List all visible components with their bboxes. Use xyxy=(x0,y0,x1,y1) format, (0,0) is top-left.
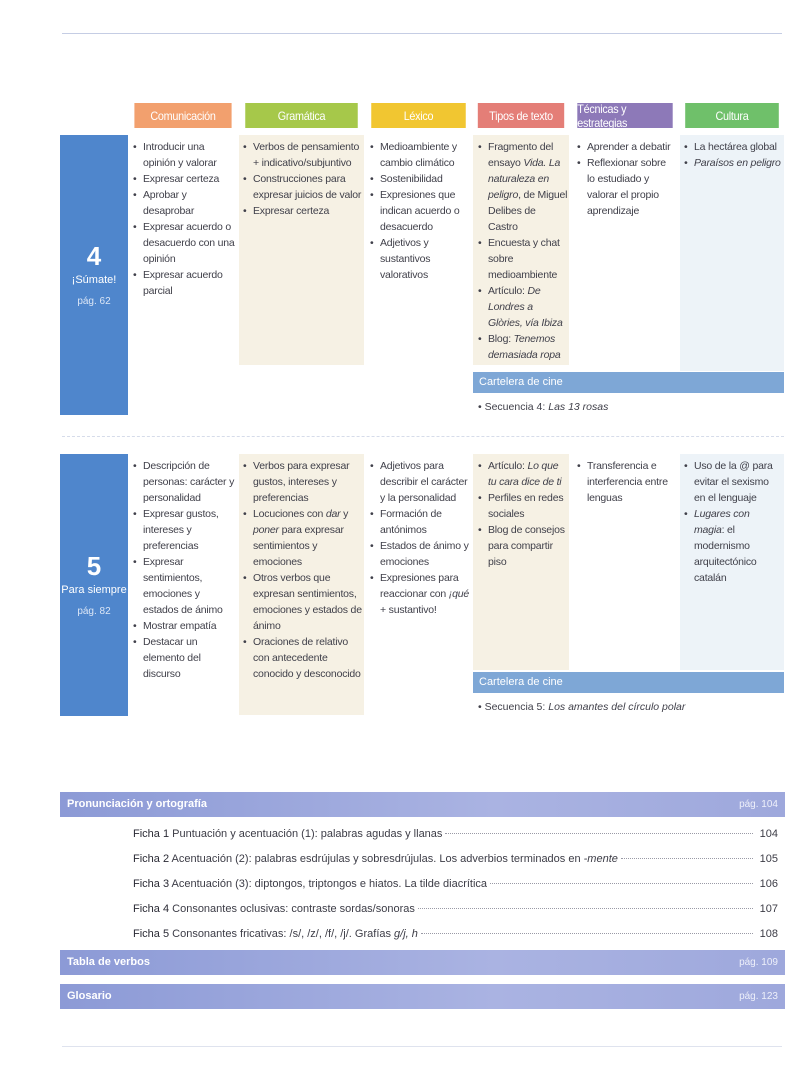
unit-5-gramatica xyxy=(243,458,362,682)
header-gramatica: Gramática xyxy=(245,103,358,128)
list-item: • Formación de antónimos xyxy=(370,506,470,538)
list-item: • Transferencia e interferencia entre lenguas xyxy=(577,458,676,506)
list-item: • Expresiones que indican acuerdo o desacuerdo xyxy=(370,187,470,235)
unit-title: Para siempre xyxy=(61,584,127,596)
list-item: • Medioambiente y cambio climático xyxy=(370,139,470,171)
list-item: • Expresar certeza xyxy=(133,171,235,187)
list-item: • Expresar certeza xyxy=(243,203,362,219)
header-lexico: Léxico xyxy=(371,103,466,128)
unit-5-tipos-de-texto xyxy=(478,458,568,570)
header-cultura: Cultura xyxy=(685,103,779,128)
list-item: • Aprender a debatir xyxy=(577,139,676,155)
unit-5-tecnicas xyxy=(577,458,676,506)
list-item: • Encuesta y chat sobre medioambiente xyxy=(478,235,568,283)
list-item: • Fragmento del ensayo Vida. La naturaleza en peligro, de Miguel Delibes de Castro xyxy=(478,139,568,235)
unit-separator xyxy=(62,436,784,437)
unit-page: pág. 62 xyxy=(77,296,111,307)
list-item: • Reflexionar sobre lo estudiado y valorar el propio aprendizaje xyxy=(577,155,676,219)
top-rule xyxy=(62,33,782,34)
list-item: • Locuciones con dar y poner para expresar sentimientos y emociones xyxy=(243,506,362,570)
list-item: • Destacar un elemento del discurso xyxy=(133,634,235,682)
ficha-row[interactable]: Ficha 4 Consonantes oclusivas: contraste sordas/sonoras 107 xyxy=(133,903,778,915)
list-item: • Artículo: Lo que tu cara dice de ti xyxy=(478,458,568,490)
list-item: • Lugares con magia: el modernismo arquitectónico catalán xyxy=(684,506,782,586)
header-comunicacion: Comunicación xyxy=(134,103,231,128)
list-item: • Verbos para expresar gustos, intereses y preferencias xyxy=(243,458,362,506)
ficha-row[interactable]: Ficha 5 Consonantes fricativas: /s/, /z/, /f/, /j/. Grafías g/j, h 108 xyxy=(133,928,778,940)
list-item: • Otros verbos que expresan sentimientos, emociones y estados de ánimo xyxy=(243,570,362,634)
glosario-band[interactable] xyxy=(60,984,785,1009)
header-tipos-de-texto: Tipos de texto xyxy=(478,103,564,128)
list-item: • Expresiones para reaccionar con ¡qué + sustantivo! xyxy=(370,570,470,618)
section-title: Pronunciación y ortografía xyxy=(67,798,207,810)
header-tecnicas: Técnicas y estrategias xyxy=(577,103,672,128)
cartelera-bar: Cartelera de cine xyxy=(473,372,784,393)
cartelera-text: • Secuencia 4: Las 13 rosas xyxy=(478,401,609,413)
list-item: • Adjetivos y sustantivos valorativos xyxy=(370,235,470,283)
ficha-row[interactable]: Ficha 3 Acentuación (3): diptongos, triptongos e hiatos. La tilde diacrítica 106 xyxy=(133,878,778,890)
list-item: • La hectárea global xyxy=(684,139,782,155)
unit-5-comunicacion xyxy=(133,458,235,682)
unit-4-gramatica xyxy=(243,139,362,219)
leader-dots xyxy=(621,858,753,859)
leader-dots xyxy=(418,908,753,909)
ficha-row[interactable]: Ficha 1 Puntuación y acentuación (1): palabras agudas y llanas 104 xyxy=(133,828,778,840)
unit-5-lexico xyxy=(370,458,470,618)
bottom-rule xyxy=(62,1046,782,1047)
leader-dots xyxy=(445,833,753,834)
leader-dots xyxy=(421,933,753,934)
unit-4-tipos-de-texto xyxy=(478,139,568,363)
section-page: pág. 104 xyxy=(739,799,778,810)
list-item: • Expresar gustos, intereses y preferencias xyxy=(133,506,235,554)
unit-number: 4 xyxy=(86,241,102,271)
unit-page: pág. 82 xyxy=(77,606,111,617)
list-item: • Oraciones de relativo con antecedente conocido y desconocido xyxy=(243,634,362,682)
unit-5-cultura xyxy=(684,458,782,586)
unit-4-cultura xyxy=(684,139,782,171)
list-item: • Expresar acuerdo parcial xyxy=(133,267,235,299)
list-item: • Mostrar empatía xyxy=(133,618,235,634)
list-item: • Uso de la @ para evitar el sexismo en el lenguaje xyxy=(684,458,782,506)
section-page: pág. 123 xyxy=(739,991,778,1002)
list-item: • Verbos de pensamiento + indicativo/subjuntivo xyxy=(243,139,362,171)
section-title: Tabla de verbos xyxy=(67,956,150,968)
list-item: • Blog de consejos para compartir piso xyxy=(478,522,568,570)
ficha-row[interactable]: Ficha 2 Acentuación (2): palabras esdrújulas y sobresdrújulas. Los adverbios terminados en -mente 105 xyxy=(133,853,778,865)
list-item: • Sostenibilidad xyxy=(370,171,470,187)
unit-4-lexico xyxy=(370,139,470,283)
section-page: pág. 109 xyxy=(739,957,778,968)
unit-4-tab[interactable] xyxy=(60,135,128,415)
list-item: • Estados de ánimo y emociones xyxy=(370,538,470,570)
list-item: • Adjetivos para describir el carácter y la personalidad xyxy=(370,458,470,506)
unit-title: ¡Súmate! xyxy=(71,274,117,286)
list-item: • Expresar sentimientos, emociones y estados de ánimo xyxy=(133,554,235,618)
cartelera-text: • Secuencia 5: Los amantes del círculo polar xyxy=(478,701,686,713)
leader-dots xyxy=(490,883,753,884)
section-title: Glosario xyxy=(67,990,112,1002)
list-item: • Artículo: De Londres a Glòries, vía Ibiza xyxy=(478,283,568,331)
list-item: • Construcciones para expresar juicios de valor xyxy=(243,171,362,203)
list-item: • Paraísos en peligro xyxy=(684,155,782,171)
pronunciacion-band[interactable] xyxy=(60,792,785,817)
list-item: • Perfiles en redes sociales xyxy=(478,490,568,522)
cartelera-bar: Cartelera de cine xyxy=(473,672,784,693)
list-item: • Aprobar y desaprobar xyxy=(133,187,235,219)
unit-number: 5 xyxy=(86,551,102,581)
unit-4-tecnicas xyxy=(577,139,676,219)
list-item: • Descripción de personas: carácter y personalidad xyxy=(133,458,235,506)
list-item: • Blog: Tenemos demasiada ropa xyxy=(478,331,568,363)
list-item: • Expresar acuerdo o desacuerdo con una opinión xyxy=(133,219,235,267)
unit-4-comunicacion xyxy=(133,139,235,299)
unit-5-tab[interactable] xyxy=(60,454,128,716)
list-item: • Introducir una opinión y valorar xyxy=(133,139,235,171)
tabla-verbos-band[interactable] xyxy=(60,950,785,975)
